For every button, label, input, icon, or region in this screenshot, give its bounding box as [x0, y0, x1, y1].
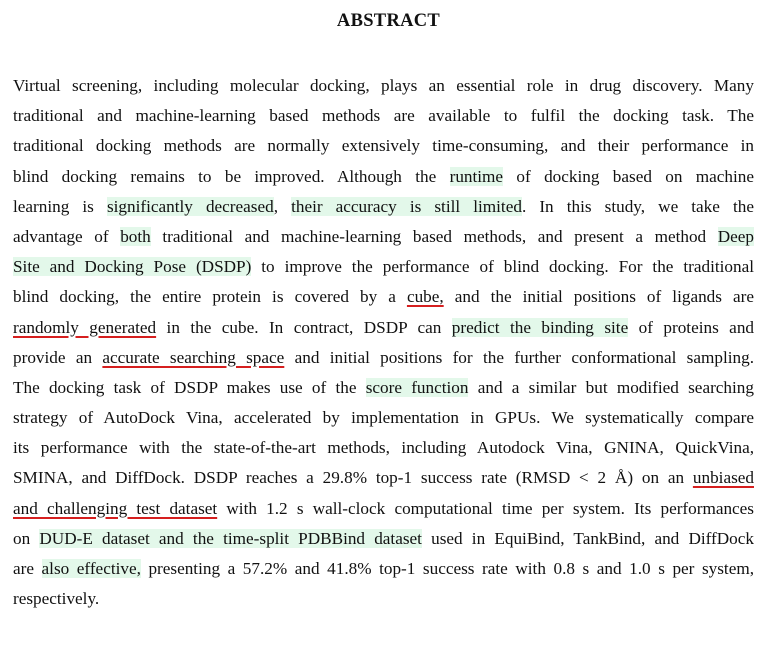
- text-run: provide an: [13, 347, 103, 367]
- text-run: presenting a 57.2% and 41.8% top-1 success rate with 0.8 s and 1.0 s per system,: [140, 559, 754, 578]
- text-run: and the initial positions of ligands are: [443, 287, 754, 307]
- text-run: of proteins and: [628, 317, 755, 337]
- abstract-line: [13, 433, 754, 463]
- text-run: in the cube. In contract, DSDP can: [156, 317, 452, 337]
- text-run: on: [13, 528, 40, 548]
- underlined-text: cube,: [406, 287, 444, 307]
- text-run: blind docking, the entire protein is covered by a: [13, 287, 407, 307]
- abstract-line: [13, 71, 754, 101]
- highlighted-text: also effective,: [41, 559, 141, 578]
- abstract-line: [13, 162, 754, 192]
- highlighted-text: Site and Docking Pose (DSDP): [13, 257, 252, 277]
- highlighted-text: significantly decreased: [106, 196, 274, 216]
- highlighted-text: predict the binding site: [451, 317, 629, 337]
- abstract-line: [13, 373, 754, 403]
- text-run: traditional docking methods are normally extensively time-consuming, and their performance in: [13, 136, 754, 156]
- text-run: blind docking remains to be improved. Although the: [13, 166, 450, 186]
- text-run: SMINA, and DiffDock. DSDP reaches a 29.8% top-1 success rate (RMSD < 2 Å) on an: [13, 468, 693, 488]
- abstract-line: [13, 192, 754, 222]
- abstract-line: [13, 463, 754, 493]
- abstract-line: [13, 403, 754, 433]
- text-run: strategy of AutoDock Vina, accelerated by implementation in GPUs. We systematically compare: [13, 408, 754, 428]
- abstract-line: [13, 282, 754, 312]
- underlined-text: accurate searching space: [102, 347, 285, 367]
- text-run: and a similar but modified searching: [468, 377, 754, 397]
- abstract-line: [13, 222, 754, 252]
- highlighted-text: both: [120, 226, 151, 246]
- highlighted-text: runtime: [449, 166, 504, 186]
- abstract-line: [13, 343, 754, 373]
- text-run: Virtual screening, including molecular docking, plays an essential role in drug discovery. Many: [13, 76, 754, 95]
- underlined-text: randomly generated: [13, 317, 157, 337]
- text-run: its performance with the state-of-the-art methods, including Autodock Vina, GNINA, QuickVina,: [13, 438, 754, 458]
- abstract-body: [13, 71, 754, 614]
- abstract-line: [13, 494, 754, 524]
- text-run: The docking task of DSDP makes use of the: [13, 377, 366, 397]
- underlined-text: unbiased: [692, 468, 754, 488]
- text-run: traditional and machine-learning based methods, and present a method: [150, 226, 718, 246]
- abstract-line: [13, 524, 754, 554]
- text-run: and initial positions for the further conformational sampling.: [284, 347, 754, 367]
- text-run: of docking based on machine: [503, 166, 754, 186]
- text-run: respectively.: [13, 589, 100, 609]
- text-run: are: [13, 559, 42, 578]
- text-run: traditional and machine-learning based methods are available to fulfil the docking task. The: [13, 106, 754, 126]
- abstract-line: [13, 554, 754, 584]
- text-run: learning is: [13, 196, 107, 216]
- abstract-heading: ABSTRACT: [336, 11, 441, 31]
- highlighted-text: score function: [365, 377, 469, 397]
- text-run: ,: [273, 196, 292, 216]
- text-run: advantage of: [13, 226, 121, 246]
- abstract-line: [13, 101, 754, 131]
- text-run: used in EquiBind, TankBind, and DiffDock: [421, 528, 754, 548]
- highlighted-text: Deep: [717, 226, 755, 246]
- text-run: . In this study, we take the: [521, 196, 754, 216]
- text-run: to improve the performance of blind docking. For the traditional: [251, 257, 754, 277]
- highlighted-text: DUD-E dataset and the time-split PDBBind dataset: [39, 528, 422, 548]
- highlighted-text: their accuracy is still limited: [291, 196, 522, 216]
- abstract-line: [13, 313, 754, 343]
- abstract-line: [13, 252, 754, 282]
- underlined-text: and challenging test dataset: [13, 498, 218, 518]
- abstract-line: [13, 584, 754, 614]
- text-run: with 1.2 s wall-clock computational time per system. Its performances: [217, 498, 754, 518]
- abstract-line: [13, 131, 754, 161]
